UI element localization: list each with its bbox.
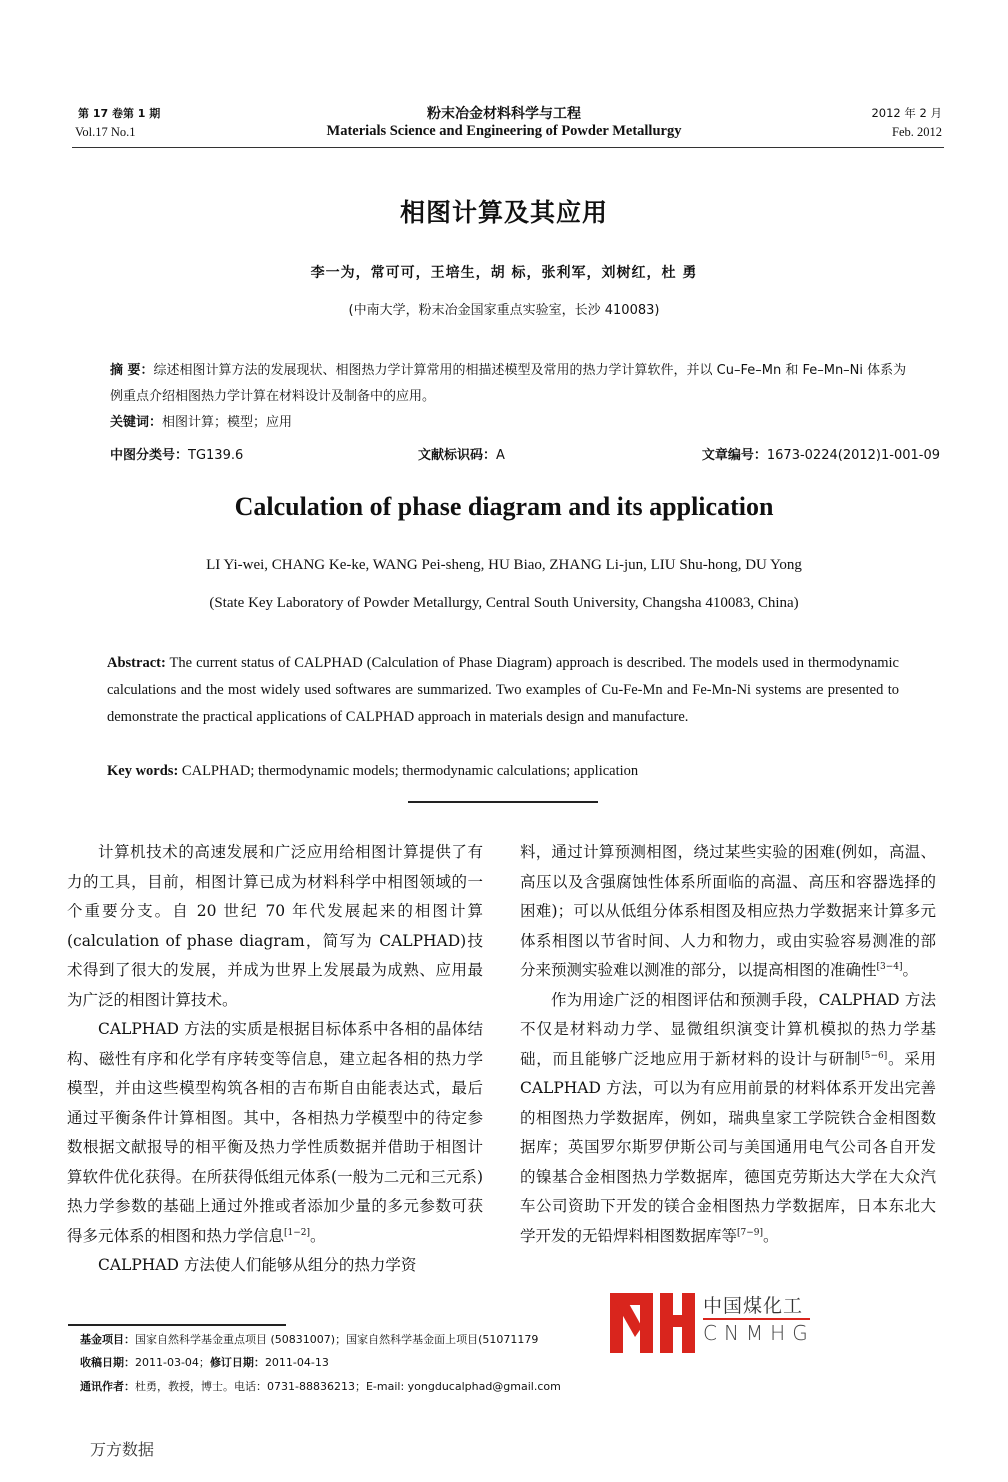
citation: [7−9] xyxy=(737,1227,764,1238)
citation: [5−6] xyxy=(861,1050,888,1061)
abstract-en xyxy=(107,650,899,731)
title-en: Calculation of phase diagram and its application xyxy=(234,492,774,521)
header-date-cn: 2012 年 2 月 xyxy=(871,106,942,120)
keywords-cn-text: 相图计算；模型；应用 xyxy=(162,415,293,430)
keywords-en-label: Key words: xyxy=(107,763,179,779)
fund-label: 基金项目： xyxy=(80,1333,135,1346)
keywords-en xyxy=(107,763,899,780)
keywords-cn-label: 关键词： xyxy=(110,415,163,430)
authors-cn: 李一为，常可可，王培生，胡 标，张利军，刘树红，杜 勇 xyxy=(310,265,698,281)
paragraph-text: CALPHAD 方法的实质是根据目标体系中各相的晶体结构、磁性有序和化学有序转变等信息，建立起各相的热力学模型，并由这些模型构筑各相的吉布斯自由能表达式，最后通过平衡条件计算相图。其中，各相热力学模型中的待定参数根据文献报导的相平衡及热力学性质数据并借助于相图计算软件优化获得。在所获得低组元体系(一般为二元和三元系)热力学参数的基础上通过外推或者添加少量的多元参数可获得多元体系的相图和热力学信息 xyxy=(67,1020,483,1245)
corresponding-text: 杜勇，教授，博士。电话：0731-88836213；E-mail: yongducalphad@gmail.com xyxy=(135,1380,561,1393)
footnote-rule xyxy=(68,1324,286,1326)
abstract-cn-label: 摘 要： xyxy=(110,363,154,378)
header-rule xyxy=(72,147,944,148)
paragraph xyxy=(520,986,936,1252)
body-column-left xyxy=(67,838,483,1281)
footnote-corresponding xyxy=(80,1378,800,1394)
paragraph-end: 。 xyxy=(902,961,919,979)
paragraph: 计算机技术的高速发展和广泛应用给相图计算提供了有力的工具，目前，相图计算已成为材料科学中相图领域的一个重要分支。自 20 世纪 70 年代发展起来的相图计算(calculation of phase diagram，简写为 CALPHAD)技术得到了很大的发展，并成为世界上发展最为成熟、应用最为广泛的相图计算技术。 xyxy=(67,843,483,1009)
header-journal-cn: 粉末冶金材料科学与工程 xyxy=(427,106,581,122)
article-number xyxy=(702,444,940,463)
abstract-cn-text: 综述相图计算方法的发展现状、相图热力学计算常用的相描述模型及常用的热力学计算软件，并以 Cu–Fe–Mn 和 Fe–Mn–Ni 体系为例重点介绍相图热力学计算在材料设计及制备中的应用。 xyxy=(110,363,907,404)
received-date: 2011-03-04； xyxy=(135,1356,210,1369)
doc-label: 文献标识码： xyxy=(418,448,497,463)
header-date-en: Feb. 2012 xyxy=(892,125,942,139)
corresponding-label: 通讯作者： xyxy=(80,1380,135,1393)
revised-date: 2011-04-13 xyxy=(264,1356,329,1369)
abstract-cn xyxy=(110,358,910,436)
paragraph-end: 。 xyxy=(310,1226,326,1245)
footnote-dates xyxy=(80,1354,800,1370)
header-volume-cn: 第 17 卷第 1 期 xyxy=(78,107,161,120)
title-cn: 相图计算及其应用 xyxy=(399,198,608,227)
article-value: 1673-0224(2012)1-001-09 xyxy=(766,448,940,463)
watermark-en: CNMHG xyxy=(703,1321,815,1345)
body-column-right xyxy=(520,838,936,1251)
paragraph-text: 料，通过计算预测相图，绕过某些实验的困难(例如，高温、高压以及含强腐蚀性体系所面临的高温、高压和容器选择的困难)；可以从低组分体系相图及相应热力学数据来计算多元体系相图以节省时间、人力和物力，或由实验容易测准的部分来预测实验难以测准的部分，以提高相图的准确性 xyxy=(520,843,936,979)
watermark-cn: 中国煤化工 xyxy=(703,1295,804,1317)
watermark-logo xyxy=(610,1287,840,1353)
paragraph: CALPHAD 方法使人们能够从组分的热力学资 xyxy=(98,1256,417,1274)
section-divider xyxy=(408,801,598,803)
doc-value: A xyxy=(496,448,505,463)
citation: [1−2] xyxy=(284,1227,311,1238)
clc-label: 中图分类号： xyxy=(110,448,189,463)
keywords-en-text: CALPHAD; thermodynamic models; thermodynamic calculations; application xyxy=(178,763,639,779)
cnmhg-logo-icon xyxy=(610,1293,695,1353)
affiliation-cn: (中南大学，粉末冶金国家重点实验室，长沙 410083) xyxy=(348,303,660,318)
fund-text: 国家自然科学基金重点项目 (50831007)；国家自然科学基金面上项目(51071179 xyxy=(135,1333,539,1346)
source-label: 万方数据 xyxy=(90,1440,155,1459)
doc-code xyxy=(418,444,505,463)
header-volume-en: Vol.17 No.1 xyxy=(75,125,136,139)
clc-code xyxy=(110,444,243,463)
paragraph xyxy=(67,1015,483,1251)
abstract-en-text: The current status of CALPHAD (Calculation of Phase Diagram) approach is described. The models used in thermodynamic calculations and the most widely used softwares are summarized. Two examples of Cu-Fe-Mn and Fe-Mn-Ni systems are presented to demonstrate the practical applications of CALPHAD approach in materials design and manufacture. xyxy=(107,655,899,725)
authors-en: LI Yi-wei, CHANG Ke-ke, WANG Pei-sheng, HU Biao, ZHANG Li-jun, LIU Shu-hong, DU Yong xyxy=(206,557,802,573)
revised-label: 修订日期： xyxy=(209,1356,265,1369)
affiliation-en: (State Key Laboratory of Powder Metallurgy, Central South University, Changsha 410083, China) xyxy=(209,595,799,611)
paragraph-text: 作为用途广泛的相图评估和预测手段，CALPHAD 方法不仅是材料动力学、显微组织演变计算机模拟的热力学基础，而且能够广泛地应用于新材料的设计与研制 xyxy=(520,990,936,1068)
header-journal-en: Materials Science and Engineering of Powder Metallurgy xyxy=(326,123,682,139)
received-label: 收稿日期： xyxy=(80,1356,135,1369)
abstract-en-label: Abstract: xyxy=(107,655,166,671)
watermark-line xyxy=(703,1318,810,1320)
paragraph xyxy=(520,838,936,986)
paragraph-text: 。采用 CALPHAD 方法，可以为有应用前景的材料体系开发出完善的相图热力学数据库，例如，瑞典皇家工学院铁合金相图数据库；英国罗尔斯罗伊斯公司与美国通用电气公司各自开发的镍基合金相图热力学数据库，德国克劳斯达大学在大众汽车公司资助下开发的镁合金相图热力学数据库，日本东北大学开发的无铅焊料相图数据库等 xyxy=(520,1049,936,1245)
clc-value: TG139.6 xyxy=(188,448,244,463)
citation: [3−4] xyxy=(876,961,903,972)
paragraph-end: 。 xyxy=(763,1226,779,1245)
article-label: 文章编号： xyxy=(701,448,767,463)
classification-row xyxy=(110,444,940,464)
